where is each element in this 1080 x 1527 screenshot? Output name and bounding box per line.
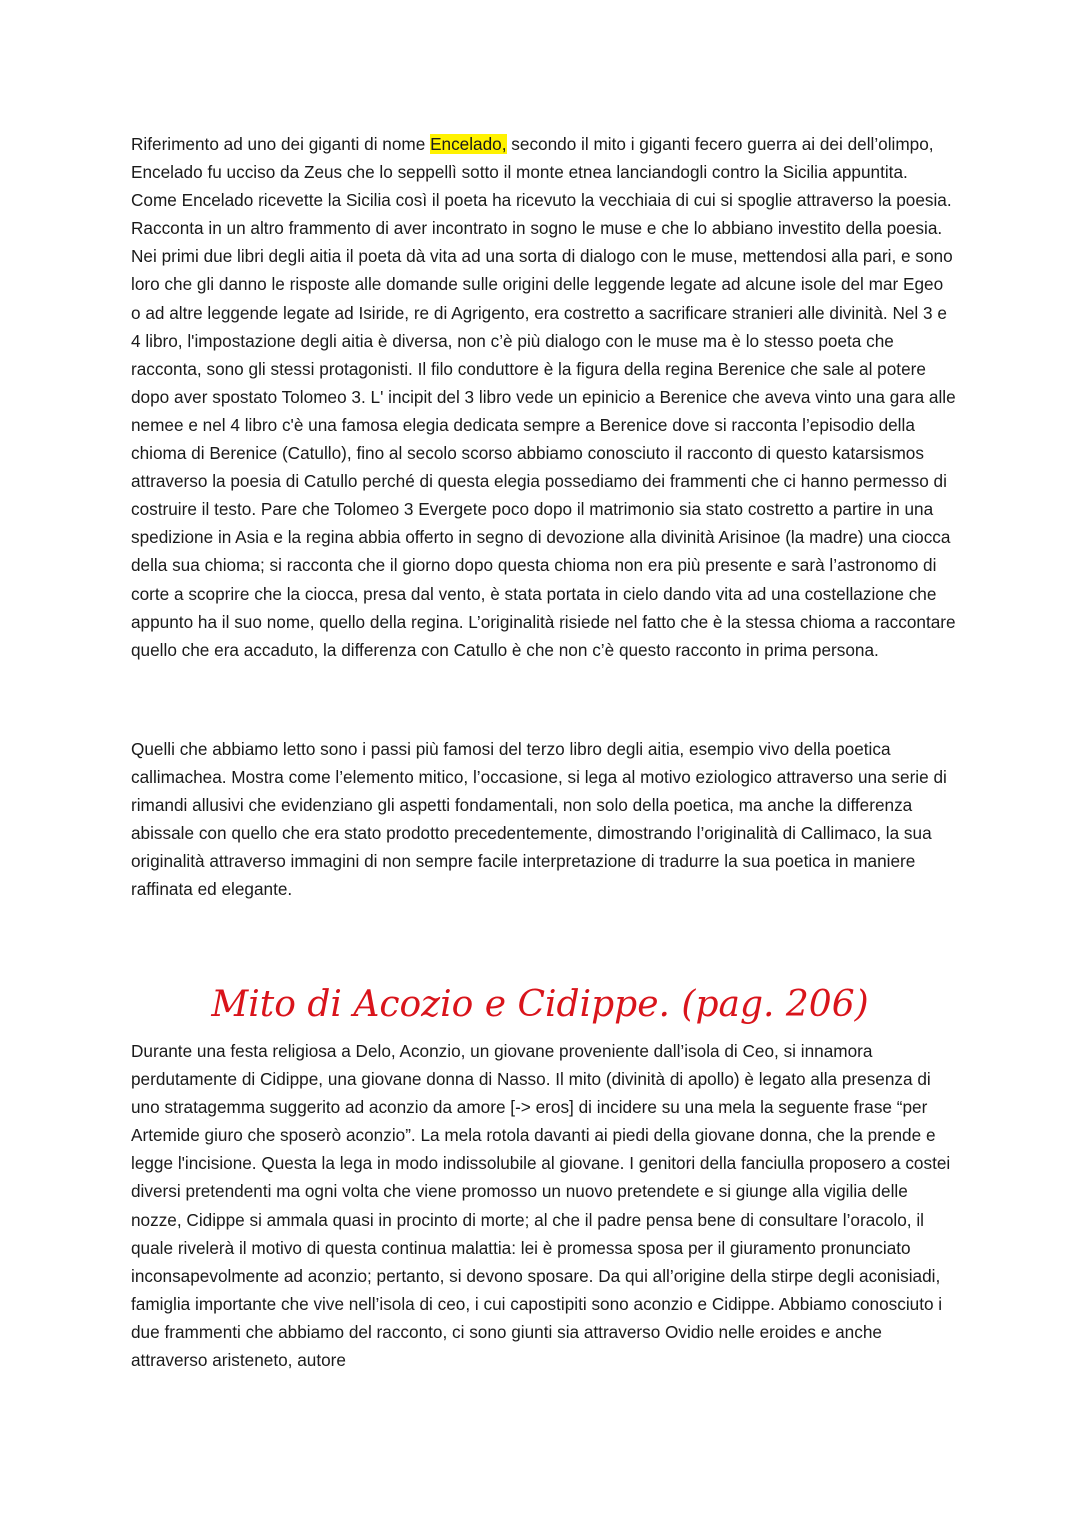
paragraph-aitia-summary: Quelli che abbiamo letto sono i passi più famosi del terzo libro degli aitia, esempio vivo della poetica callimachea. Mostra come l’elemento mitico, l’occasione, si lega al motivo eziologico attraverso una serie di rimandi allusivi che evidenziano gli aspetti fondamentali, non solo della poetica, ma anche la differenza abissale con quello che era stato prodotto precedentemente, dimostrando l’originalità di Callimaco, la sua originalità attraverso immagini di non sempre facile interpretazione di tradurre la sua poetica in maniere raffinata ed elegante. <box>131 739 947 900</box>
paragraph-encelado <box>131 130 956 664</box>
paragraph-text-rest: secondo il mito i giganti fecero guerra ai dei dell’olimpo, Encelado fu ucciso da Zeus che lo seppellì sotto il monte etnea lanciandogli contro la Sicilia appuntita. Come Encelado ricevette la Sicilia così il poeta ha ricevuto la vecchiaia di cui si spoglie attraverso la poesia. Racconta in un altro frammento di aver incontrato in sogno le muse e che lo abbiano investito della poesia. Nei primi due libri degli aitia il poeta dà vita ad una sorta di dialogo con le muse, mettendosi alla pari, e sono loro che gli danno le risposte alle domande sulle origini delle leggende legate ad alcune isole del mar Egeo o ad altre leggende legate ad Isiride, re di Agrigento, era costretto a sacrificare stranieri alle divinità. Nel 3 e 4 libro, l'impostazione degli aitia è diversa, non c’è più dialogo con le muse ma è lo stesso poeta che racconta, sono gli stessi protagonisti. Il filo conduttore è la figura della regina Berenice che sale al potere dopo aver spostato Tolomeo 3. L' incipit del 3 libro vede un epinicio a Berenice che aveva vinto una gara alle nemee e nel 4 libro c'è una famosa elegia dedicata sempre a Berenice dove si racconta l’episodio della chioma di Berenice (Catullo), fino al secolo scorso abbiamo conosciuto il racconto di questo katarsismos attraverso la poesia di Catullo perché di questa elegia possediamo dei frammenti che ci hanno permesso di costruire il testo. Pare che Tolomeo 3 Evergete poco dopo il matrimonio sia stato costretto a partire in una spedizione in Asia e la regina abbia offerto in segno di devozione alla divinità Arisinoe (la madre) una ciocca della sua chioma; si racconta che il giorno dopo questa chioma non era più presente e sarà l’astronomo di corte a scoprire che la ciocca, presa dal vento, è stata portata in cielo dando vita ad una costellazione che appunto ha il suo nome, quello della regina. L’originalità risiede nel fatto che è la stessa chioma a raccontare quello che era accaduto, la differenza con Catullo è che non c’è questo racconto in prima persona. <box>131 134 956 660</box>
paragraph-text-start: Riferimento ad uno dei giganti di nome <box>131 134 431 154</box>
paragraph-acozio-cidippe: Durante una festa religiosa a Delo, Aconzio, un giovane proveniente dall’isola di Ceo, si innamora perdutamente di Cidippe, una giovane donna di Nasso. Il mito (divinità di apollo) è legato alla presenza di uno stratagemma suggerito ad aconzio da amore [-> eros] di incidere su una mela la seguente frase “per Artemide giuro che sposerò aconzio”. La mela rotola davanti ai piedi della giovane donna, che la prende e legge l'incisione. Questa la lega in modo indissolubile al giovane. I genitori della fanciulla proposero a costei diversi pretendenti ma ogni volta che viene promosso un nuovo pretendete e si giunge alla vigilia delle nozze, Cidippe si ammala quasi in procinto di morte; al che il padre pensa bene di consultare l’oracolo, il quale rivelerà il motivo di questa continua malattia: lei è promessa sposa per il giuramento pronunciato inconsapevolmente ad aconzio; pertanto, si devono sposare. Da qui all’origine della stirpe degli aconisiadi, famiglia importante che vive nell’isola di ceo, i cui capostipiti sono aconzio e Cidippe. Abbiamo conosciuto i due frammenti che abbiamo del racconto, ci sono giunti sia attraverso Ovidio nelle eroides e anche attraverso aristeneto, autore <box>131 1041 951 1371</box>
section-heading: Mito di Acozio e Cidippe. (pag. 206) <box>211 984 869 1025</box>
highlighted-word: Encelado, <box>430 134 507 154</box>
